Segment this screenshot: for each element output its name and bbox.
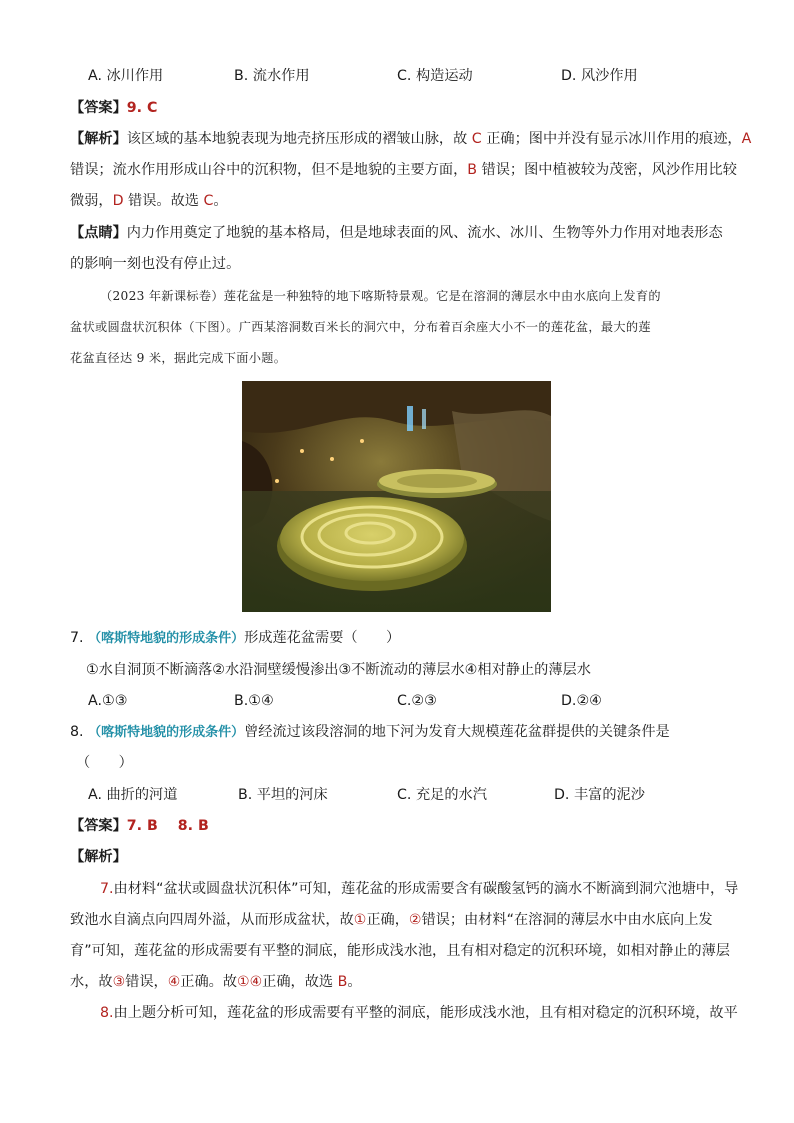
analysis-9-line1: 【解析】该区域的基本地貌表现为地壳挤压形成的褶皱山脉，故 C 正确；图中并没有显示冰川作用的痕迹，A <box>70 131 752 147</box>
question-8-bracket: （ ） <box>76 755 133 771</box>
tip-line1: 【点睛】内力作用奠定了地貌的基本格局，但是地球表面的风、流水、冰川、生物等外力作用对地表形态 <box>70 225 723 241</box>
answer-9 <box>70 98 157 118</box>
option-c: C. 构造运动 <box>397 68 473 84</box>
tip-line2: 的影响一刻也没有停止过。 <box>70 256 241 272</box>
q8-option-c: C. 充足的水汽 <box>397 787 487 803</box>
analysis-7-line4: 水，故③错误，④正确。故①④正确，故选 B。 <box>70 974 362 990</box>
analysis-9-line2: 错误；流水作用形成山谷中的沉积物，但不是地貌的主要方面，B 错误；图中植被较为茂密，风沙作用比较 <box>70 162 737 178</box>
question-8-tag: （喀斯特地貌的形成条件） <box>88 725 245 740</box>
material-line1: （2023 年新课标卷）莲花盆是一种独特的地下喀斯特景观。它是在溶洞的薄层水中由水底向上发育的 <box>100 289 661 303</box>
q7-option-c: C.②③ <box>397 693 437 709</box>
q7-option-b: B.①④ <box>234 693 274 709</box>
material-line2: 盆状或圆盘状沉积体（下图）。广西某溶洞数百米长的洞穴中，分布着百余座大小不一的莲花盆，最大的莲 <box>70 320 651 334</box>
question-8-stem: 8. （喀斯特地貌的形成条件）曾经流过该段溶洞的地下河为发育大规模莲花盆群提供的关键条件是 <box>70 724 670 740</box>
cave-illustration <box>242 381 551 612</box>
analysis-7-line1: 7.由材料“盆状或圆盘状沉积体”可知，莲花盆的形成需要含有碳酸氢钙的滴水不断滴到洞穴池塘中，导 <box>100 881 739 897</box>
analysis-7-8-label: 【解析】 <box>70 849 127 865</box>
q7-option-a: A.①③ <box>88 693 128 709</box>
answer-value: 9. C <box>126 100 158 116</box>
question-7-tag: （喀斯特地貌的形成条件） <box>88 631 245 646</box>
answer-7-8: 【答案】7. B 8. B <box>70 818 209 834</box>
lotus-basin-cave-photo <box>242 381 551 612</box>
analysis-7-line3: 育”可知，莲花盆的形成需要有平整的洞底，能形成浅水池，且有相对稳定的沉积环境，如相对静止的薄层 <box>70 943 730 959</box>
analysis-7-line2: 致池水自滴点向四周外溢，从而形成盆状，故①正确，②错误；由材料“在溶洞的薄层水中由水底向上发 <box>70 912 713 928</box>
option-b: B. 流水作用 <box>234 68 310 84</box>
q8-option-a: A. 曲折的河道 <box>88 787 178 803</box>
q7-option-d: D.②④ <box>561 693 602 709</box>
material-line3: 花盆直径达 9 米，据此完成下面小题。 <box>70 351 287 365</box>
option-a: A. 冰川作用 <box>88 68 164 84</box>
analysis-9-line3: 微弱，D 错误。故选 C。 <box>70 193 228 209</box>
q8-option-b: B. 平坦的河床 <box>238 787 328 803</box>
answer-label: 【答案】 <box>70 100 127 116</box>
option-d: D. 风沙作用 <box>561 68 638 84</box>
question-7-stem: 7. （喀斯特地貌的形成条件）形成莲花盆需要（ ） <box>70 630 401 646</box>
analysis-8-line1: 8.由上题分析可知，莲花盆的形成需要有平整的洞底，能形成浅水池，且有相对稳定的沉积环境，故平 <box>100 1005 738 1021</box>
question-7-statements: ①水自洞顶不断滴落②水沿洞壁缓慢渗出③不断流动的薄层水④相对静止的薄层水 <box>86 662 591 678</box>
q8-option-d: D. 丰富的泥沙 <box>554 787 645 803</box>
